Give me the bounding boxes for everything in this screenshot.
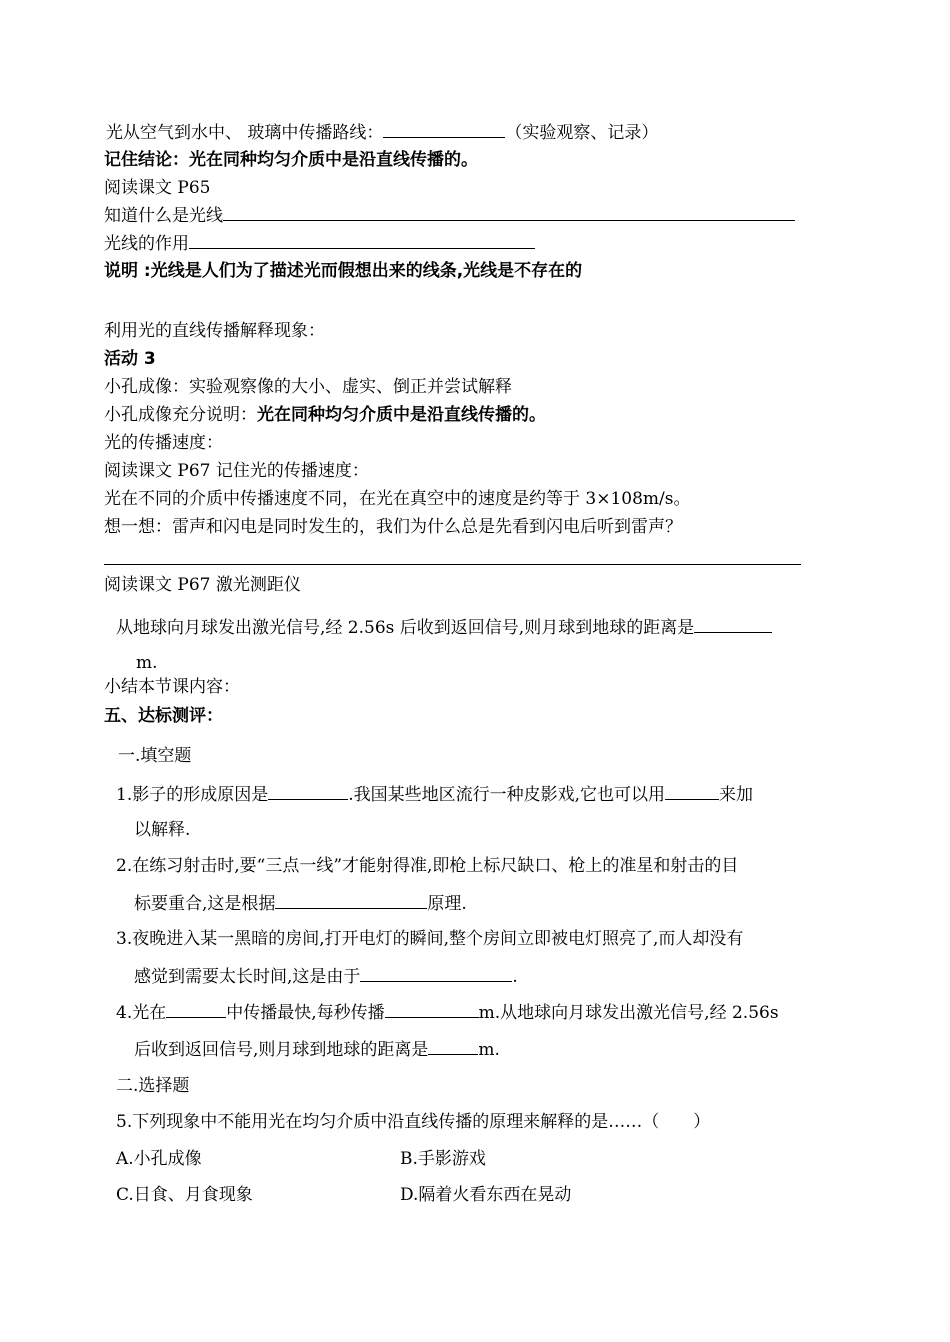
line-light-path: [106, 121, 658, 144]
option-c[interactable]: C.日食、月食现象: [116, 1185, 253, 1205]
line-text: 小孔成像充分说明：: [104, 405, 257, 425]
q-text: 原理.: [427, 894, 467, 914]
think-question: 想一想：雷声和闪电是同时发生的，我们为什么总是先看到闪电后听到雷声？: [104, 517, 682, 537]
question-4: [116, 1001, 779, 1024]
answer-blank[interactable]: [275, 892, 427, 909]
answer-blank[interactable]: [223, 204, 795, 221]
section-five-heading: 五、达标测评：: [104, 706, 223, 726]
pinhole-line: 小孔成像：实验观察像的大小、虚实、倒正并尝试解释: [104, 377, 512, 397]
q-text: .: [512, 967, 518, 987]
answer-blank[interactable]: [385, 1001, 479, 1018]
q-text: 感觉到需要太长时间,这是由于: [134, 967, 361, 987]
answer-blank[interactable]: [665, 783, 719, 800]
q-text: m.从地球向月球发出激光信号,经 2.56s: [478, 1003, 779, 1023]
q-text: 中传播最快,每秒传播: [226, 1003, 385, 1023]
question-2: 2.在练习射击时,要“三点一线”才能射得准,即枪上标尺缺口、枪上的准星和射击的目: [116, 856, 739, 876]
answer-blank[interactable]: [166, 1001, 226, 1018]
read-p67-speed: 阅读课文 P67 记住光的传播速度：: [104, 461, 369, 481]
phenomena-line: 利用光的直线传播解释现象：: [104, 321, 325, 341]
what-is-ray-line: [104, 204, 795, 227]
ray-use-line: [104, 232, 535, 255]
answer-blank[interactable]: [189, 232, 535, 249]
line-text: 光从空气到水中、 玻璃中传播路线：: [106, 123, 384, 143]
q-text: 来加: [719, 785, 754, 805]
laser-question: [116, 616, 772, 639]
line-text: 知道什么是光线: [104, 206, 223, 226]
read-p67-laser: 阅读课文 P67 激光测距仪: [104, 575, 301, 595]
unit-m: m.: [136, 653, 158, 673]
question-1-cont: 以解释.: [134, 820, 191, 840]
question-1: [116, 783, 753, 806]
question-4-cont: [134, 1038, 500, 1061]
line-text: 从地球向月球发出激光信号,经 2.56s 后收到返回信号,则月球到地球的距离是: [116, 618, 695, 638]
answer-blank[interactable]: [428, 1038, 478, 1055]
q-text: 1.影子的形成原因是: [116, 785, 269, 805]
conclusion-line: 记住结论：光在同种均匀介质中是沿直线传播的。: [104, 150, 478, 170]
answer-rule[interactable]: [104, 564, 801, 565]
option-d[interactable]: D.隔着火看东西在晃动: [400, 1185, 572, 1205]
answer-blank[interactable]: [383, 121, 505, 138]
question-3: 3.夜晚进入某一黑暗的房间,打开电灯的瞬间,整个房间立即被电灯照亮了,而人却没有: [116, 929, 744, 949]
question-3-cont: [134, 965, 518, 988]
question-5: 5.下列现象中不能用光在均匀介质中沿直线传播的原理来解释的是……（ ）: [116, 1112, 711, 1132]
answer-blank[interactable]: [268, 783, 348, 800]
summary-line: 小结本节课内容：: [104, 677, 240, 697]
option-a[interactable]: A.小孔成像: [116, 1149, 202, 1169]
pinhole-proof-line: [104, 404, 546, 426]
question-2-cont: [134, 892, 467, 915]
q-text: .我国某些地区流行一种皮影戏,它也可以用: [348, 785, 666, 805]
q-text: 标要重合,这是根据: [134, 894, 276, 914]
speed-fact: 光在不同的介质中传播速度不同，在光在真空中的速度是约等于 3×108m/s。: [104, 489, 691, 509]
line-text: 光线的作用: [104, 234, 189, 254]
q-text: m.: [478, 1040, 500, 1060]
q-text: 后收到返回信号,则月球到地球的距离是: [134, 1040, 429, 1060]
line-text: （实验观察、记录）: [505, 123, 659, 143]
option-b[interactable]: B.手影游戏: [400, 1149, 486, 1169]
speed-heading: 光的传播速度：: [104, 433, 223, 453]
line-text-bold: 光在同种均匀介质中是沿直线传播的。: [257, 405, 546, 425]
fill-blank-heading: 一.填空题: [118, 746, 192, 766]
explanation-line: 说明 :光线是人们为了描述光而假想出来的线条,光线是不存在的: [104, 261, 583, 281]
q-text: 4.光在: [116, 1003, 167, 1023]
answer-blank[interactable]: [360, 965, 512, 982]
activity-heading: 活动 3: [104, 349, 156, 369]
read-p65: 阅读课文 P65: [104, 178, 211, 198]
choice-heading: 二.选择题: [116, 1076, 190, 1096]
answer-blank[interactable]: [694, 616, 772, 633]
